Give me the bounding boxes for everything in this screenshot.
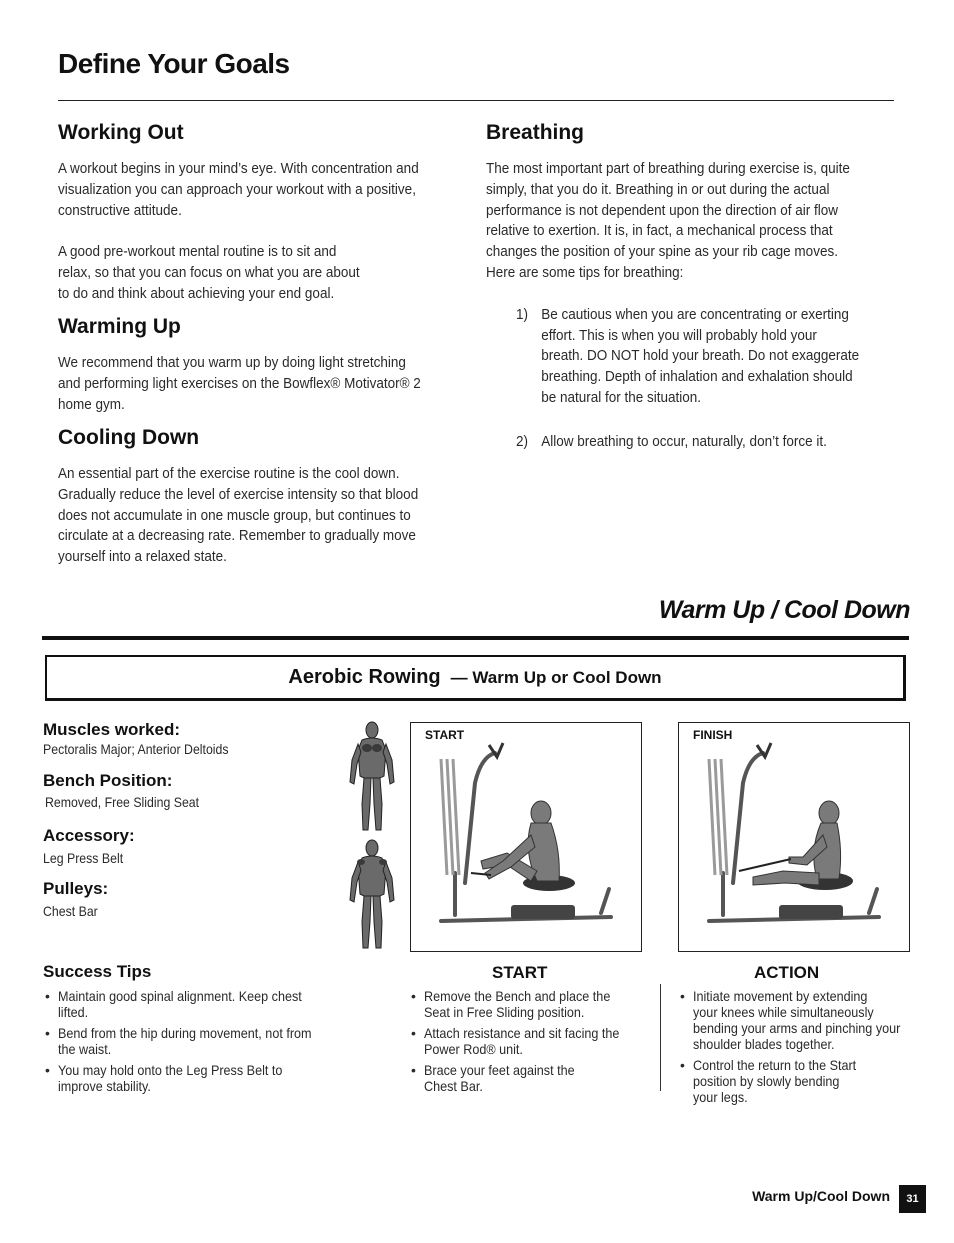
warming-up-paragraph: We recommend that you warm up by doing light stretching and performing light exercises on the Bowflex® Motivator® 2 home gym.: [58, 354, 421, 413]
start-heading: START: [492, 963, 548, 982]
cooling-down-section: [58, 426, 458, 568]
breathing-paragraph: The most important part of breathing during exercise is, quite simply, that you do it. Breathing in or out during the actual performance is not dependent upon the direction of air flow relative to exertion. It is, in fact, a mechanical process that changes the position of your spine as your rib cage moves. Here are some tips for breathing:: [486, 160, 850, 281]
title-divider: [58, 100, 894, 101]
list-item: • Bend from the hip during movement, not from the waist.: [43, 1025, 343, 1057]
action-heading: ACTION: [754, 963, 820, 982]
exercise-name: Aerobic Rowing: [288, 666, 441, 688]
left-column: [58, 121, 458, 305]
working-out-paragraph-2: A good pre-workout mental routine is to sit and relax, so that you can focus on what you are about to do and think about achieving your end goal.: [58, 243, 360, 302]
section-divider: [42, 636, 909, 640]
cooling-down-paragraph: An essential part of the exercise routine is the cool down. Gradually reduce the level of exercise intensity so that blood does not accumulate in one muscle group, but continues to circulate at a decreasing rate. Remember to gradually move yourself into a relaxed state.: [58, 465, 419, 566]
working-out-paragraph-1: A workout begins in your mind’s eye. With concentration and visualization you can approach your workout with a positive, constructive attitude.: [58, 160, 419, 219]
muscle-diagram-front: [344, 720, 400, 836]
success-tips-list: [43, 988, 343, 1099]
finish-position-photo: [678, 722, 910, 952]
tip-number: 2): [516, 432, 529, 450]
list-item: • Maintain good spinal alignment. Keep chest lifted.: [43, 988, 343, 1020]
start-steps-list: [409, 988, 649, 1099]
warming-up-heading: Warming Up: [58, 315, 181, 338]
list-item: • Attach resistance and sit facing the Power Rod® unit.: [409, 1025, 649, 1057]
accessory-value: Leg Press Belt: [43, 850, 124, 866]
rowing-machine-start-illustration: [411, 723, 640, 950]
breathing-tip-2: 2) Allow breathing to occur, naturally, don’t force it.: [516, 432, 885, 453]
muscles-worked-value: Pectoralis Major; Anterior Deltoids: [43, 741, 229, 757]
list-item: • Control the return to the Start position by slowly bending your legs.: [678, 1057, 924, 1105]
breathing-section: [486, 121, 886, 453]
accessory-label: Accessory:: [43, 826, 135, 845]
page-number: 31: [899, 1185, 926, 1213]
list-item: • Remove the Bench and place the Seat in Free Sliding position.: [409, 988, 649, 1020]
column-divider: [660, 984, 661, 1091]
page-title: Define Your Goals: [58, 48, 290, 79]
bench-position-value: Removed, Free Sliding Seat: [45, 794, 200, 810]
start-position-photo: [410, 722, 642, 952]
list-item: • You may hold onto the Leg Press Belt to improve stability.: [43, 1062, 343, 1094]
working-out-heading: Working Out: [58, 121, 184, 144]
exercise-header: [45, 655, 906, 701]
exercise-subtitle: — Warm Up or Cool Down: [450, 667, 662, 687]
cooling-down-heading: Cooling Down: [58, 426, 200, 449]
tip-number: 1): [516, 305, 529, 323]
footer-section-label: Warm Up/Cool Down: [752, 1188, 890, 1204]
rowing-machine-finish-illustration: [679, 723, 908, 950]
start-photo-label: START: [425, 728, 465, 742]
breathing-heading: Breathing: [486, 121, 585, 144]
action-steps-list: [678, 988, 924, 1110]
finish-photo-label: FINISH: [693, 728, 733, 742]
success-tips-heading: Success Tips: [43, 962, 152, 981]
section-title: Warm Up / Cool Down: [658, 596, 910, 624]
list-item: • Initiate movement by extending your knees while simultaneously bending your arms and pinching your shoulder blades together.: [678, 988, 924, 1052]
list-item: • Brace your feet against the Chest Bar.: [409, 1062, 649, 1094]
warming-up-section: [58, 315, 458, 415]
muscle-diagram-back: [344, 838, 400, 954]
muscles-worked-label: Muscles worked:: [43, 720, 180, 739]
bench-position-label: Bench Position:: [43, 771, 173, 790]
breathing-tip-1: 1) Be cautious when you are concentrating or exerting effort. This is when you will probably hold your breath. DO NOT hold your breath. Do not exaggerate breathing. Depth of inhalation and exhalation should be natural for the situation.: [516, 305, 885, 409]
pulleys-value: Chest Bar: [43, 903, 98, 919]
pulleys-label: Pulleys:: [43, 879, 109, 898]
